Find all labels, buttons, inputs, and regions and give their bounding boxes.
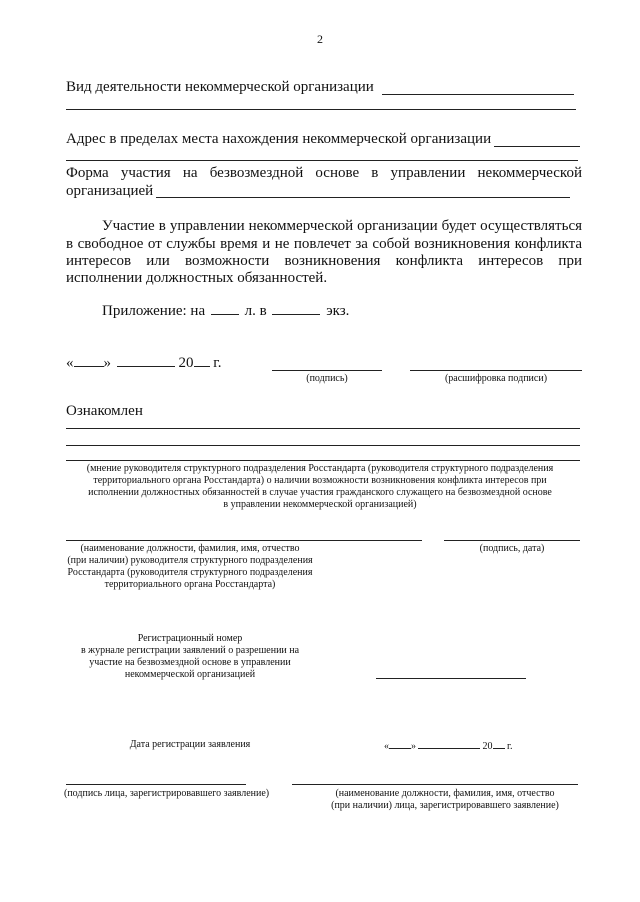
- head-name-line: [66, 540, 422, 541]
- registration-number-line: [376, 678, 526, 679]
- head-sign-date-caption: (подпись, дата): [479, 543, 545, 554]
- reg-year-suffix: г.: [507, 741, 513, 752]
- head-caption-1: (наименование должности, фамилия, имя, отчество: [80, 543, 300, 554]
- paragraph-line-2: в свободное от службы время и не повлечет за собой возникновения конфликта: [66, 236, 582, 252]
- opinion-line-2: [66, 445, 580, 446]
- date-block: [66, 354, 221, 372]
- date-open-quote: «: [66, 355, 74, 371]
- activity-label: Вид деятельности некоммерческой организации: [66, 79, 374, 95]
- day-blank: [74, 354, 104, 367]
- address-label: Адрес в пределах места нахождения некоммерческой организации: [66, 131, 492, 147]
- address-field-line: [494, 146, 580, 147]
- signature-line: [272, 370, 382, 371]
- date-close-quote: »: [103, 355, 111, 371]
- registrar-signature-caption: (подпись лица, зарегистрировавшего заявление): [64, 788, 270, 799]
- opinion-caption-3: исполнении должностных обязанностей в случае участия гражданского служащего на безвозмездной основе: [88, 487, 552, 498]
- paragraph-line-1: Участие в управлении некоммерческой организации будет осуществляться: [102, 218, 582, 234]
- address-field-line-2: [66, 160, 578, 161]
- head-caption-3: Росстандарта (руководителя структурного подразделения: [67, 567, 313, 578]
- activity-field-line: [382, 94, 574, 95]
- signature-caption: (подпись): [306, 373, 348, 384]
- registration-label-3: участие на безвозмездной основе в управлении: [89, 657, 291, 668]
- registration-label-2: в журнале регистрации заявлений о разрешении на: [80, 645, 300, 656]
- year-prefix: 20: [178, 355, 194, 371]
- activity-field-line-2: [66, 109, 576, 110]
- reg-date-open-quote: «: [384, 741, 389, 752]
- participation-form-field-line: [156, 197, 570, 198]
- registrar-name-caption-2: (при наличии) лица, зарегистрировавшего заявление): [331, 800, 559, 811]
- attachment-copies-blank: [272, 302, 320, 315]
- month-blank: [117, 354, 175, 367]
- decoding-caption: (расшифровка подписи): [444, 373, 548, 384]
- head-signature-line: [444, 540, 580, 541]
- page-number: 2: [317, 32, 323, 46]
- year-blank: [194, 354, 210, 367]
- registration-date-label: Дата регистрации заявления: [129, 739, 251, 750]
- attachment-prefix: Приложение: на: [102, 303, 206, 319]
- reg-date-close-quote: »: [411, 741, 416, 752]
- registration-label-4: некоммерческой организацией: [124, 669, 256, 680]
- attachment-middle: л. в: [244, 303, 267, 319]
- head-caption-2: (при наличии) руководителя структурного подразделения: [67, 555, 313, 566]
- attachment-line: [102, 302, 349, 320]
- attachment-suffix: экз.: [326, 303, 350, 319]
- opinion-line-3: [66, 460, 580, 461]
- opinion-caption-2: территориального органа Росстандарта) о наличии возможности возникновения конфликта интересов при: [93, 475, 547, 486]
- registrar-name-line: [292, 784, 578, 785]
- head-caption-4: территориального органа Росстандарта): [104, 579, 276, 590]
- reg-year-prefix: 20: [482, 741, 493, 752]
- opinion-line-1: [66, 428, 580, 429]
- registrar-signature-line: [66, 784, 246, 785]
- registration-date: [384, 739, 512, 753]
- reg-year-blank: [493, 739, 505, 749]
- attachment-pages-blank: [211, 302, 239, 315]
- paragraph-line-3: интересов или возможности возникновения конфликта интересов при: [66, 253, 582, 269]
- reg-day-blank: [389, 739, 411, 749]
- registrar-name-caption-1: (наименование должности, фамилия, имя, отчество: [335, 788, 555, 799]
- registration-label-1: Регистрационный номер: [137, 633, 243, 644]
- reg-month-blank: [418, 739, 480, 749]
- paragraph-line-4: исполнении должностных обязанностей.: [66, 270, 328, 286]
- opinion-caption-4: в управлении некоммерческой организацией): [223, 499, 417, 510]
- participation-form-label: Форма участия на безвозмездной основе в управлении некоммерческой: [66, 165, 582, 181]
- acknowledged-label: Ознакомлен: [66, 403, 143, 419]
- opinion-caption-1: (мнение руководителя структурного подразделения Росстандарта (руководителя структурного подразделения: [86, 463, 554, 474]
- participation-form-label-2: организацией: [66, 183, 154, 199]
- year-suffix: г.: [213, 355, 222, 371]
- decoding-line: [410, 370, 582, 371]
